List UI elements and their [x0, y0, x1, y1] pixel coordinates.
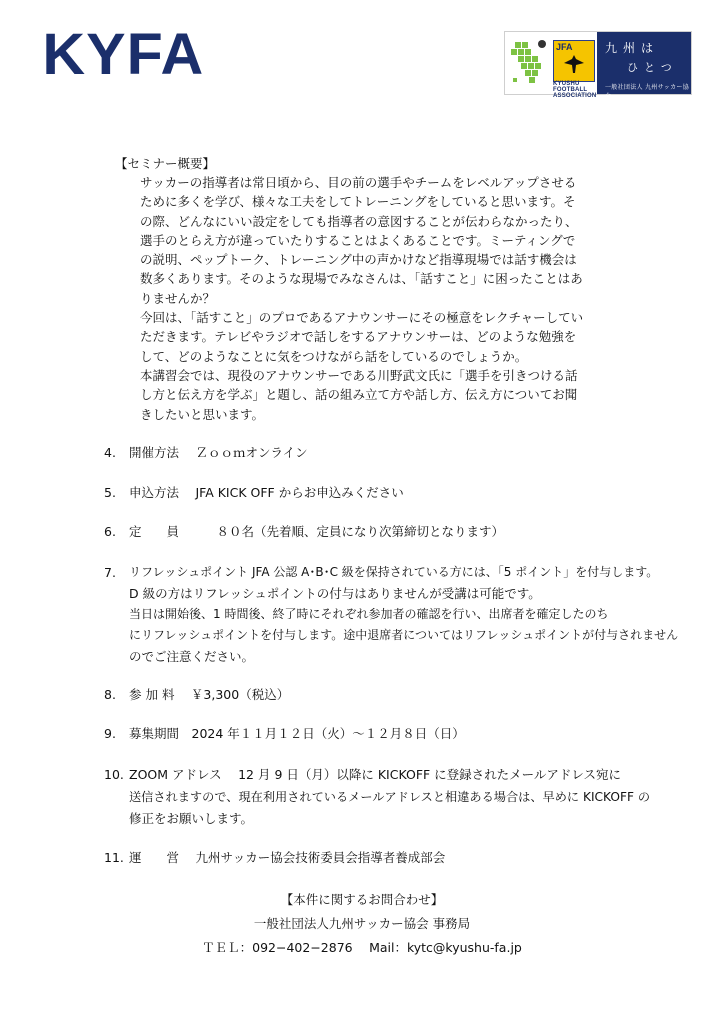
item-continuation: にリフレッシュポイントを付与します。途中退席者についてはリフレッシュポイントが付与されません: [129, 628, 679, 642]
item-text: 開催方法 Ｚｏｏｍオンライン: [129, 445, 308, 460]
motto-line-1: 九州は: [605, 41, 660, 55]
item-application: [104, 483, 404, 502]
item-continuation: 修正をお願いします。: [129, 811, 254, 826]
item-refresh-points: [104, 562, 678, 667]
item-zoom-address: [104, 764, 650, 830]
overview-line: ために多くを学び、様々な工夫をしてトレーニングをしていると思います。そ: [140, 194, 576, 210]
item-text: 運 営 九州サッカー協会技術委員会指導者養成部会: [129, 850, 446, 865]
item-number: 5.: [104, 485, 116, 500]
seminar-overview-body: [140, 173, 583, 424]
seminar-overview-heading: 【セミナー概要】: [115, 156, 216, 171]
overview-line: きしたいと思います。: [140, 406, 265, 422]
item-continuation: 送信されますので、現在利用されているメールアドレスと相違ある場合は、早めに KICKOFF の: [129, 790, 651, 804]
kyushu-fa-badge: [504, 31, 692, 100]
kyushu-fa-label: KYUSHU FOOTBALL ASSOCIATION: [553, 81, 597, 99]
item-number: 7.: [104, 565, 116, 580]
item-number: 6.: [104, 524, 116, 539]
overview-line: 数多くあります。そのような現場でみなさんは、「話すこと」に困ったことはあ: [140, 271, 583, 287]
crow-icon: [562, 53, 586, 77]
badge-emblem-area: [505, 32, 597, 99]
item-text: 募集期間 2024 年１１月１２日（火）～１２月８日（日）: [129, 726, 465, 741]
item-number: 4.: [104, 445, 116, 460]
jfa-emblem-icon: [553, 40, 595, 82]
overview-line: サッカーの指導者は常日頃から、目の前の選手やチームをレベルアップさせる: [140, 175, 577, 190]
jfa-emblem-text: JFA: [556, 42, 573, 52]
overview-line: ただきます。テレビやラジオで話しをするアナウンサーは、どのような勉強を: [140, 329, 577, 345]
item-operation: [104, 848, 445, 867]
item-number: 8.: [104, 687, 116, 702]
item-continuation: D 級の方はリフレッシュポイントの付与はありませんが受講は可能です。: [129, 586, 541, 601]
item-text: リフレッシュポイント JFA 公認 A･B･C 級を保持されている方には、「5 ポイント」を付与します。: [129, 565, 659, 579]
item-number: 11.: [104, 850, 124, 865]
association-name: 一般社団法人 九州サッカー協会: [605, 84, 689, 100]
kyushu-map-icon: [509, 38, 553, 88]
item-text: 定 員 ８０名（先着順、定員になり次第締切となります）: [129, 524, 505, 539]
item-method: [104, 443, 308, 462]
overview-line: 今回は、「話すこと」のプロであるアナウンサーにその極意をレクチャーしてい: [140, 310, 584, 326]
item-text: 参 加 料 ￥3,300（税込）: [129, 687, 290, 702]
contact-tel-mail: ＴＥＬ：092−402−2876 Mail：kytc@kyushu-fa.jp: [202, 940, 522, 955]
overview-line: して、どのようなことに気をつけながら話をしているのでしょうか。: [140, 348, 528, 364]
contact-organization: 一般社団法人九州サッカー協会 事務局: [253, 916, 471, 931]
overview-line: の際、どんなにいい設定をしても指導者の意図することが伝わらなかったり、: [140, 213, 578, 229]
overview-line: りませんか？: [140, 290, 216, 306]
overview-line: 本講習会では、現役のアナウンサーである川野武文氏に「選手を引きつける話: [140, 367, 578, 383]
item-text: ZOOM アドレス 12 月 9 日（月）以降に KICKOFF に登録されたメールアドレス宛に: [129, 767, 622, 782]
overview-line: の説明、ペップトーク、トレーニング中の声かけなど指導現場では話す機会は: [140, 252, 577, 268]
item-text: 申込方法 JFA KICK OFF からお申込みください: [129, 485, 404, 500]
kyfa-logo: KYFA: [42, 22, 205, 87]
item-continuation: 当日は開始後、1 時間後、終了時にそれぞれ参加者の確認を行い、出席者を確定したのち: [129, 607, 609, 621]
item-period: [104, 724, 465, 743]
item-continuation: のでご注意ください。: [129, 649, 255, 664]
item-fee: [104, 685, 289, 704]
item-number: 10.: [104, 767, 124, 782]
motto-line-2: ひとつ: [627, 61, 678, 74]
badge-motto-panel: [597, 32, 691, 100]
item-number: 9.: [104, 726, 116, 741]
overview-line: し方と伝え方を学ぶ」と題し、話の組み立て方や話し方、伝え方についてお聞: [140, 387, 578, 403]
item-capacity: [104, 522, 504, 541]
overview-line: 選手のとらえ方が違っていたりすることはよくあることです。ミーティングで: [140, 232, 576, 248]
contact-heading: 【本件に関するお問合わせ】: [280, 892, 444, 907]
